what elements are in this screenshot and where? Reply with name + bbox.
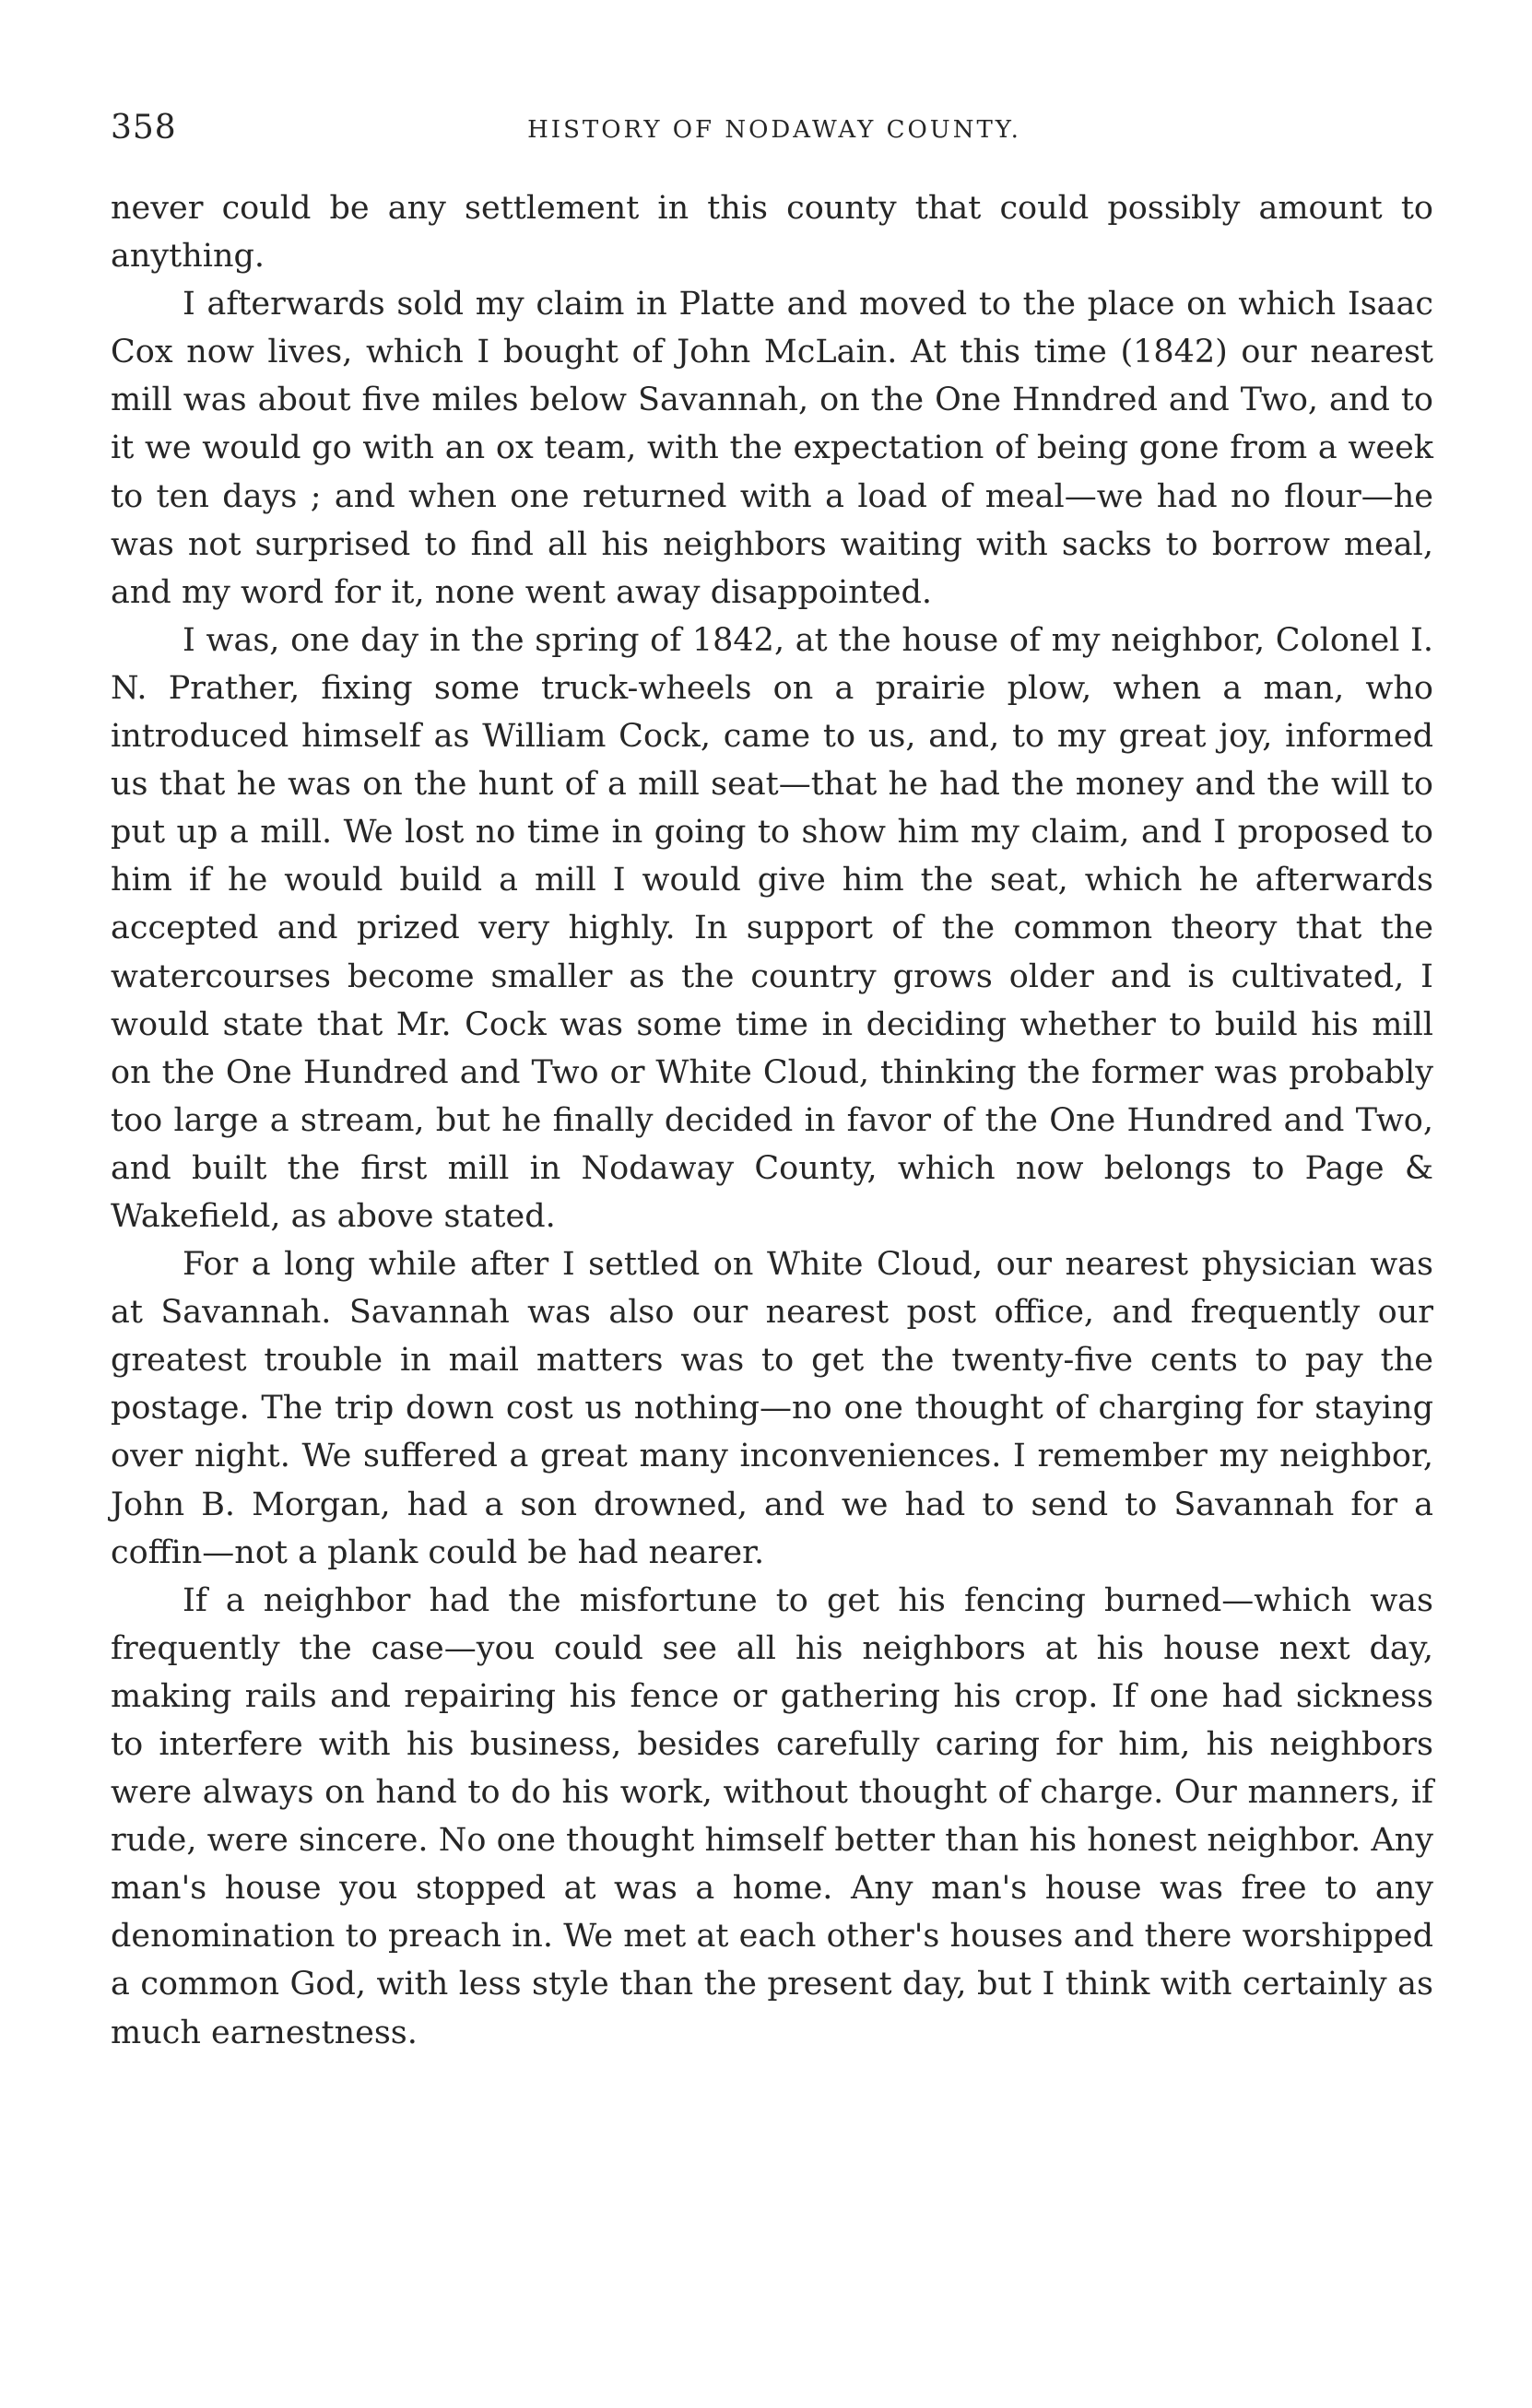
page-number: 358: [111, 109, 177, 147]
paragraph: If a neighbor had the misfortune to get his fencing burned—which was frequently the case—you could see all his neighbors at his house next day, making rails and repairing his fence or gathering his crop. If one had sickness to interfere with his business, besides carefully caring for him, his neighbors were always on hand to do his work, without thought of charge. Our manners, if rude, were sincere. No one thought himself better than his honest neighbor. Any man's house you stopped at was a home. Any man's house was free to any denomination to preach in. We met at each other's houses and there worshipped a common God, with less style than the present day, but I think with certainly as much earnestness.: [111, 1581, 1433, 2051]
paragraph: I afterwards sold my claim in Platte and moved to the place on which Isaac Cox now lives, which I bought of John McLain. At this time (1842) our nearest mill was about five miles below Savannah, on the One Hnndred and Two, and to it we would go with an ox team, with the expectation of being gone from a week to ten days ; and when one returned with a load of meal—we had no flour—he was not surprised to find all his neighbors waiting with sacks to borrow meal, and my word for it, none went away disappointed.: [111, 286, 1433, 611]
paragraph-continued: never could be any settlement in this county that could possibly amount to anything.: [111, 190, 1433, 276]
running-head: HISTORY OF NODAWAY COUNTY.: [527, 116, 1021, 144]
paragraph: I was, one day in the spring of 1842, at the house of my neighbor, Colonel I. N. Prather, fixing some truck-wheels on a prairie plow, when a man, who introduced himself as William Cock, came to us, and, to my great joy, informed us that he was on the hunt of a mill seat—that he had the money and the will to put up a mill. We lost no time in going to show him my claim, and I proposed to him if he would build a mill I would give him the seat, which he afterwards accepted and prized very highly. In support of the common theory that the watercourses become smaller as the country grows older and is cultivated, I would state that Mr. Cock was some time in deciding whether to build his mill on the One Hundred and Two or White Cloud, thinking the former was probably too large a stream, but he finally decided in favor of the One Hundred and Two, and built the first mill in Nodaway County, which now belongs to Page & Wakefield, as above stated.: [111, 621, 1433, 1235]
paragraph: For a long while after I settled on White Cloud, our nearest physician was at Savannah. Savannah was also our nearest post office, and frequently our greatest trouble in mail matters was to get the twenty-five cents to pay the postage. The trip down cost us nothing—no one thought of charging for staying over night. We suffered a great many inconveniences. I remember my neighbor, John B. Morgan, had a son drowned, and we had to send to Savannah for a coffin—not a plank could be had nearer.: [111, 1246, 1433, 1571]
body-text: [111, 184, 1433, 2057]
page-header: [111, 109, 1438, 164]
